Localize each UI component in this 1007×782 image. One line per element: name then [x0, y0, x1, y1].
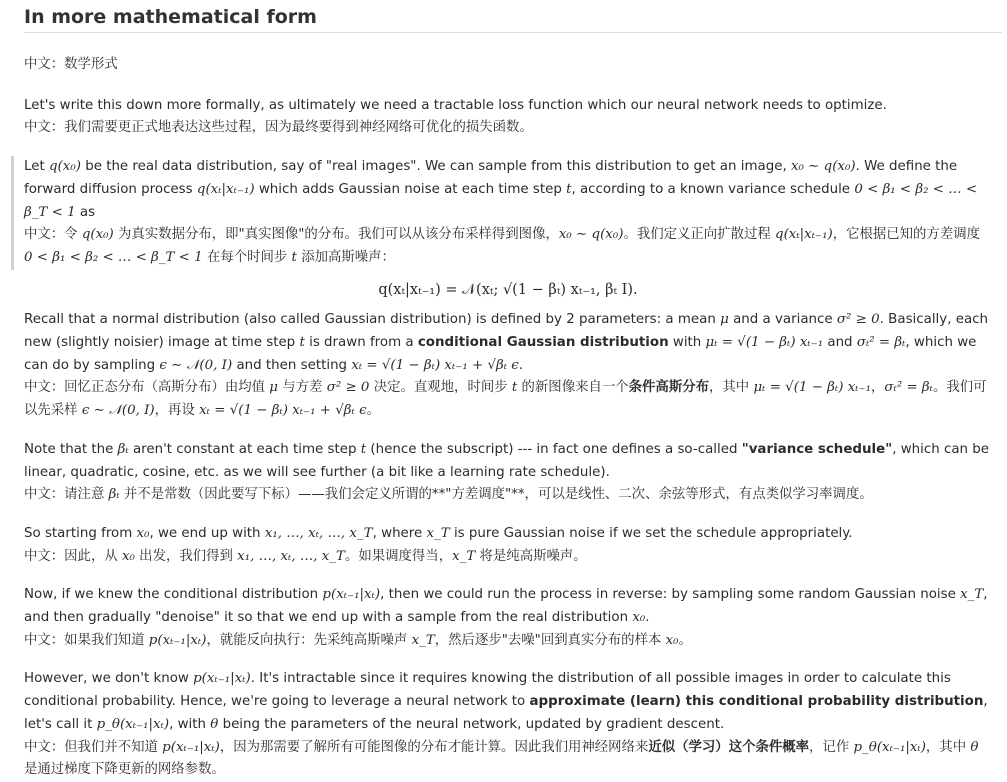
text-run: , which we can do by sampling: [24, 335, 977, 373]
forward-zh: [24, 224, 992, 269]
heading-divider: [24, 32, 1002, 33]
section-heading: In more mathematical form: [24, 6, 317, 28]
paragraph-gaussian: [24, 309, 992, 423]
text-run: is drawn from a: [304, 335, 418, 351]
bold-term: 条件高斯分布: [628, 380, 709, 396]
math: θ: [970, 739, 979, 755]
math: ϵ ∼ 𝒩(0, I): [81, 403, 155, 419]
text-run: 是通过梯度下降更新的网络参数。: [24, 762, 225, 778]
text-run: ，其中: [925, 739, 971, 755]
text-run: 与方差: [278, 380, 327, 396]
text-run: , and then gradually "denoise" it so that we end up with a sample from the real distribution: [24, 587, 988, 626]
math: σₜ² = βₜ: [884, 380, 933, 396]
document: [24, 0, 992, 782]
text-run: . Basically, each new (slightly noisier) image at time step: [24, 312, 989, 351]
reverse-zh: [24, 630, 992, 653]
text-run: .: [645, 610, 650, 626]
text-run: 。: [678, 632, 692, 648]
text-run: is pure Gaussian noise if we set the schedule appropriately.: [449, 525, 853, 541]
text-run: Now, if we knew the conditional distribution: [24, 587, 323, 603]
math: x₁, …, xₜ, …, x_T: [237, 548, 345, 564]
paragraph-neural-approx: [24, 668, 992, 782]
math: t: [360, 441, 367, 457]
text-run: 在每个时间步: [202, 249, 292, 265]
math: t: [566, 181, 572, 197]
text-run: However, we don't know: [24, 671, 194, 687]
math: p(xₜ₋₁|xₜ): [322, 587, 381, 603]
text-run: , which can be linear, quadratic, cosine, etc. as we will see further (a bit like a learning rate schedule).: [24, 441, 990, 480]
text-run: ，就能反向执行：先采纯高斯噪声: [206, 632, 412, 648]
text-run: aren't constant at each time step: [128, 441, 361, 457]
math: 0 < β₁ < β₂ < … < β_T < 1: [24, 181, 978, 220]
text-run: Recall that a normal distribution (also called Gaussian distribution) is defined by 2 parameters: a mean: [24, 312, 721, 328]
text-run: and: [823, 335, 857, 351]
text-run: , according to a known variance schedule: [571, 181, 855, 197]
blockquote-forward-process: [11, 156, 992, 270]
text-run: 中文：回忆正态分布（高斯分布）由均值: [24, 380, 270, 396]
text-run: 为真实数据分布，即"真实图像"的分布。我们可以从该分布采样得到图像，: [113, 227, 559, 243]
math: x₀: [632, 610, 646, 626]
math: xₜ = √(1 − βₜ) xₜ₋₁ + √βₜ ϵ: [199, 403, 367, 419]
text-run: . We define the forward diffusion process: [24, 159, 958, 197]
text-run: (hence the subscript) --- in fact one defines a so-called: [366, 441, 742, 457]
text-run: ，记作: [809, 739, 854, 755]
text-run: ，因为那需要了解所有可能图像的分布才能计算。因此我们用神经网络来: [219, 739, 649, 755]
text-run: ，然后逐步"去噪"回到真实分布的样本: [434, 632, 666, 648]
bold-term: approximate (learn) this conditional probability distribution: [529, 694, 984, 710]
math: x_T: [426, 525, 450, 541]
math: p_θ(xₜ₋₁|xₜ): [853, 739, 926, 755]
text-run: ，再设: [154, 403, 200, 419]
math: p(xₜ₋₁|xₜ): [193, 671, 251, 687]
text-run: being the parameters of the neural network, updated by gradient descent.: [218, 716, 725, 732]
text-run: .: [518, 357, 524, 373]
text-run: 中文：请注意: [24, 487, 109, 503]
paragraph-variance-schedule: [24, 439, 992, 507]
gaussian-en: [24, 309, 992, 377]
paragraph-intro: [24, 95, 992, 140]
text-run: ，它根据已知的方差调度: [832, 227, 980, 243]
math: 0 < β₁ < β₂ < … < β_T < 1: [24, 249, 203, 265]
math: x₀ ∼ q(x₀): [558, 227, 624, 243]
text-run: which adds Gaussian noise at each time step: [254, 181, 567, 197]
text-run: as: [75, 204, 96, 220]
gaussian-zh: [24, 377, 992, 422]
math: x₀: [136, 525, 150, 541]
text-run: and then setting: [232, 357, 352, 373]
math: t: [291, 249, 297, 265]
text-run: 。我们可以先采样: [24, 380, 987, 419]
paragraph-reverse: [24, 584, 992, 652]
text-run: 。我们定义正向扩散过程: [623, 227, 776, 243]
math: βₜ: [108, 487, 120, 503]
text-run: , with: [169, 716, 211, 732]
math: x_T: [452, 548, 476, 564]
math: θ: [210, 716, 219, 732]
bold-term: 近似（学习）这个条件概率: [648, 739, 810, 755]
text-run: , where: [372, 525, 427, 541]
math: q(xₜ|xₜ₋₁): [775, 227, 833, 243]
text-run: and a variance: [728, 312, 837, 328]
math: q(x₀): [81, 227, 114, 243]
math: σₜ² = βₜ: [856, 335, 906, 351]
math: ϵ ∼ 𝒩(0, I): [159, 357, 233, 373]
math: x₀ ∼ q(x₀): [790, 159, 856, 175]
text-run: with: [668, 335, 706, 351]
text-run: So starting from: [24, 525, 137, 541]
text-run: , we end up with: [149, 525, 265, 541]
text-run: 。如果调度得当，: [344, 548, 453, 564]
math: x₀: [665, 632, 679, 648]
math: t: [299, 335, 305, 351]
math: q(xₜ|xₜ₋₁): [196, 181, 255, 197]
forward-equation: q(xₜ|xₜ₋₁) = 𝒩(xₜ; √(1 − βₜ) xₜ₋₁, βₜ I).: [378, 281, 638, 298]
math: σ² ≥ 0: [836, 312, 880, 328]
text-run: 决定。直观地，时间步: [369, 380, 512, 396]
math: p_θ(xₜ₋₁|xₜ): [96, 716, 170, 732]
text-run: 。: [366, 403, 380, 419]
text-run: 将是纯高斯噪声。: [475, 548, 587, 564]
intro-en: Let's write this down more formally, as ultimately we need a tractable loss function which our neural network needs to optimize.: [24, 97, 887, 113]
text-run: Let: [24, 159, 49, 175]
text-run: 并不是常数（因此要写下标）——我们会定义所谓的**"方差调度"**，可以是线性、二次、余弦等形式，有点类似学习率调度。: [119, 487, 873, 503]
starting-zh: [24, 546, 992, 569]
math: βₜ: [117, 441, 129, 457]
forward-en: [24, 156, 992, 224]
math: μₜ = √(1 − βₜ) xₜ₋₁: [705, 335, 824, 351]
paragraph-starting: [24, 523, 992, 568]
math: μ: [720, 312, 729, 328]
text-run: . It's intractable since it requires knowing the distribution of all possible images in order to calculate this conditional probability. Hence, we're going to leverage a neural network to: [24, 671, 951, 710]
math: p(xₜ₋₁|xₜ): [148, 632, 207, 648]
math: μₜ = √(1 − βₜ) xₜ₋₁: [753, 380, 871, 396]
reverse-en: [24, 584, 992, 629]
variance-en: [24, 439, 992, 484]
math: p(xₜ₋₁|xₜ): [162, 739, 220, 755]
starting-en: [24, 523, 992, 546]
approx-zh: [24, 737, 992, 782]
math: xₜ = √(1 − βₜ) xₜ₋₁ + √βₜ ϵ: [351, 357, 519, 373]
text-run: ，: [871, 380, 885, 396]
bold-term: "variance schedule": [741, 441, 893, 457]
text-run: 中文：因此，从: [24, 548, 122, 564]
text-run: 的新图像来自一个: [517, 380, 629, 396]
text-run: be the real data distribution, say of "real images". We can sample from this distribution to get an image,: [80, 159, 791, 175]
text-run: Note that the: [24, 441, 118, 457]
math: σ² ≥ 0: [326, 380, 370, 396]
math: t: [511, 380, 518, 396]
text-run: 出发，我们得到: [134, 548, 238, 564]
math: q(x₀): [48, 159, 81, 175]
math: x_T: [411, 632, 435, 648]
math: μ: [269, 380, 278, 396]
math: x₀: [122, 548, 135, 564]
text-run: 中文：如果我们知道: [24, 632, 149, 648]
text-run: , then we could run the process in reverse: by sampling some random Gaussian noise: [380, 587, 961, 603]
intro-zh: 中文：我们需要更正式地表达这些过程，因为最终要得到神经网络可优化的损失函数。: [24, 120, 533, 136]
approx-en: [24, 668, 992, 736]
paragraph-zh-title: 中文：数学形式: [24, 57, 118, 72]
text-run: , let's call it: [24, 694, 988, 732]
text-run: 中文：令: [24, 227, 82, 243]
text-run: 添加高斯噪声：: [296, 249, 395, 265]
math: x_T: [960, 587, 984, 603]
variance-zh: [24, 484, 992, 507]
bold-term: conditional Gaussian distribution: [417, 335, 669, 351]
text-run: ，其中: [709, 380, 754, 396]
text-run: 中文：但我们并不知道: [24, 739, 163, 755]
math: x₁, …, xₜ, …, x_T: [264, 525, 373, 541]
